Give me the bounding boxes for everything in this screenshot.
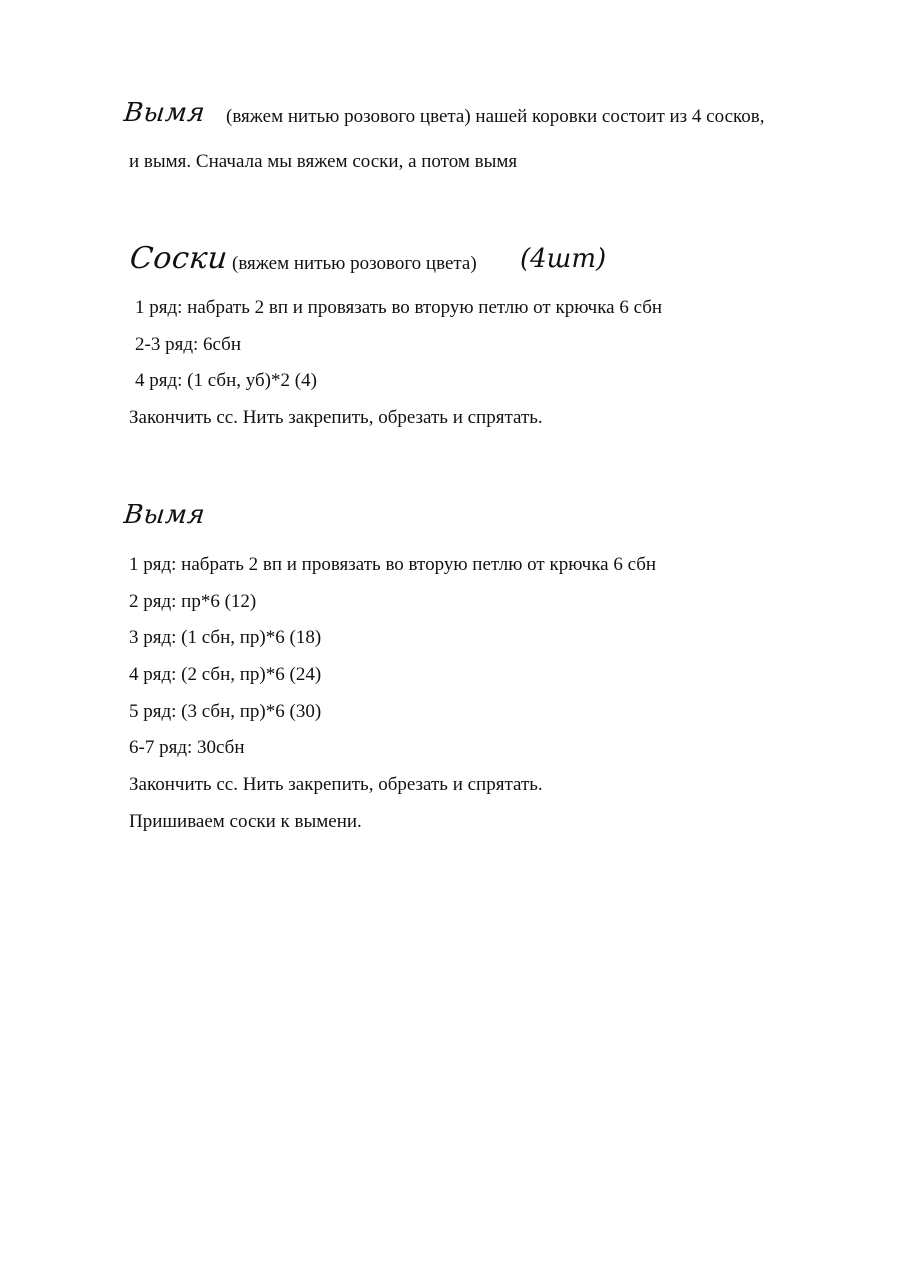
vymya-row-1: 1 ряд: набрать 2 вп и провязать во вторую петлю от крючка 6 сбн bbox=[129, 554, 657, 575]
soski-heading: Соски bbox=[128, 241, 230, 276]
vymya-row-2: 2 ряд: пр*6 (12) bbox=[129, 591, 257, 612]
vymya-row-8: Пришиваем соски к вымени. bbox=[129, 811, 362, 832]
soski-count: (4шт) bbox=[520, 244, 607, 274]
vymya-row-5: 5 ряд: (3 сбн, пр)*6 (30) bbox=[129, 701, 322, 722]
soski-row-2: 2-3 ряд: 6сбн bbox=[135, 334, 242, 355]
vymya-row-3: 3 ряд: (1 сбн, пр)*6 (18) bbox=[129, 627, 322, 648]
soski-row-4: Закончить сс. Нить закрепить, обрезать и спрятать. bbox=[129, 407, 543, 428]
intro-line-2: и вымя. Сначала мы вяжем соски, а потом вымя bbox=[129, 151, 518, 172]
vymya-row-4: 4 ряд: (2 сбн, пр)*6 (24) bbox=[129, 664, 322, 685]
soski-row-1: 1 ряд: набрать 2 вп и провязать во вторую петлю от крючка 6 сбн bbox=[135, 297, 663, 318]
soski-row-3: 4 ряд: (1 сбн, уб)*2 (4) bbox=[135, 370, 317, 391]
intro-heading: Вымя bbox=[122, 98, 207, 128]
vymya-row-6: 6-7 ряд: 30сбн bbox=[129, 737, 245, 758]
vymya-heading: Вымя bbox=[122, 500, 207, 530]
intro-line-1: (вяжем нитью розового цвета) нашей коровки состоит из 4 сосков, bbox=[226, 106, 765, 127]
soski-note: (вяжем нитью розового цвета) bbox=[232, 253, 477, 274]
vymya-row-7: Закончить сс. Нить закрепить, обрезать и спрятать. bbox=[129, 774, 543, 795]
